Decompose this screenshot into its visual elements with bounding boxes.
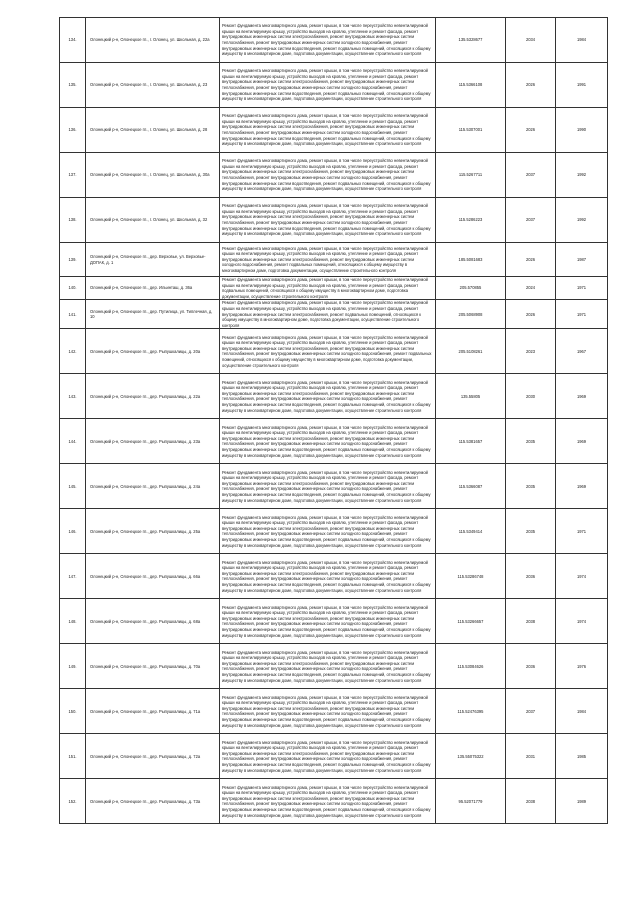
table-row <box>60 63 608 108</box>
row-number-cell: 150. <box>60 689 86 734</box>
planned-year-cell: 2026 <box>506 243 556 277</box>
row-number-cell: 138. <box>60 198 86 243</box>
address-cell: Олонецкий р-н, Олонецкое гп., дер. Рыпушкалицы, д. 68а <box>86 599 220 644</box>
works-list-cell: Ремонт фундамента многоквартирного дома, ремонт крыши, в том числе переустройство невентилируемой крыши на вентилируемую крышу, устройство выходов на кровлю, утепление и ремонт фасада, ремонт внутридомовых инженерных систем электроснабжения, ремонт внутридомовых инженерных систем теплоснабжения, ремонт внутридомовых инженерных систем холодного водоснабжения, ремонт внутридомовых инженерных систем водоотведения, ремонт подвальных помещений, относящихся к общему имуществу в многоквартирном доме, подготовка документации, осуществление строительного контроля <box>220 599 436 644</box>
row-number-cell: 139. <box>60 243 86 277</box>
row-number-cell: 151. <box>60 734 86 779</box>
build-year-cell: 1967 <box>556 329 608 374</box>
row-number-cell: 143. <box>60 374 86 419</box>
build-year-cell: 1984 <box>556 689 608 734</box>
planned-year-cell: 2031 <box>506 734 556 779</box>
planned-year-cell: 2026 <box>506 63 556 108</box>
address-cell: Олонецкий р-н, Олонецкое гп., дер. Рыпушкалицы, д. 73а <box>86 779 220 824</box>
address-cell: Олонецкий р-н, Олонецкое гп., г. Олонец, ул. Школьная, д. 22а <box>86 18 220 63</box>
build-year-cell: 1969 <box>556 464 608 509</box>
table-row <box>60 464 608 509</box>
row-number-cell: 137. <box>60 153 86 198</box>
address-cell: Олонецкий р-н, Олонецкое гп., дер. Рыпушкалицы, д. 22а <box>86 374 220 419</box>
build-year-cell: 1971 <box>556 277 608 300</box>
cost-cell: 205.570855 <box>436 277 506 300</box>
build-year-cell: 1969 <box>556 374 608 419</box>
address-cell: Олонецкий р-н, Олонецкое гп., дер. Рыпушкалицы, д. 20а <box>86 329 220 374</box>
address-cell: Олонецкий р-н, Олонецкое гп., дер. Рыпушкалицы, д. 24а <box>86 464 220 509</box>
works-list-cell: Ремонт фундамента многоквартирного дома, ремонт крыши, в том числе переустройство невентилируемой крыши на вентилируемую крышу, устройство выходов на кровлю, утепление и ремонт фасада, ремонт внутридомовых инженерных систем электроснабжения, ремонт подвальных помещений, относящихся к общему имуществу в многоквартирном доме, подготовка документации, осуществление строительного контроля <box>220 300 436 329</box>
works-list-cell: Ремонт фундамента многоквартирного дома, ремонт крыши, в том числе переустройство невентилируемой крыши на вентилируемую крышу, устройство выходов на кровлю, утепление и ремонт фасада, ремонт внутридомовых инженерных систем электроснабжения, ремонт внутридомовых инженерных систем теплоснабжения, ремонт внутридомовых инженерных систем холодного водоснабжения, ремонт внутридомовых инженерных систем водоотведения, ремонт подвальных помещений, относящихся к общему имуществу в многоквартирном доме, подготовка документации, осуществление строительного контроля <box>220 18 436 63</box>
cost-cell: 115.5267711 <box>436 153 506 198</box>
address-cell: Олонецкий р-н, Олонецкое гп., дер. Рыпушкалицы, д. 66а <box>86 554 220 599</box>
row-number-cell: 149. <box>60 644 86 689</box>
table-row <box>60 153 608 198</box>
table-row <box>60 300 608 329</box>
cost-cell: 115.5286223 <box>436 198 506 243</box>
cost-cell: 115.5381657 <box>436 419 506 464</box>
cost-cell: 115.5349414 <box>436 509 506 554</box>
works-list-cell: Ремонт фундамента многоквартирного дома, ремонт крыши, в том числе переустройство невентилируемой крыши на вентилируемую крышу, устройство выходов на кровлю, утепление и ремонт фасада, ремонт внутридомовых инженерных систем электроснабжения, ремонт внутридомовых инженерных систем теплоснабжения, ремонт внутридомовых инженерных систем холодного водоснабжения, ремонт внутридомовых инженерных систем водоотведения, ремонт подвальных помещений, относящихся к общему имуществу в многоквартирном доме, подготовка документации, осуществление строительного контроля <box>220 198 436 243</box>
row-number-cell: 146. <box>60 509 86 554</box>
cost-cell: 205.5108261 <box>436 329 506 374</box>
row-number-cell: 141. <box>60 300 86 329</box>
planned-year-cell: 2037 <box>506 153 556 198</box>
build-year-cell: 1971 <box>556 300 608 329</box>
build-year-cell: 1992 <box>556 153 608 198</box>
address-cell: Олонецкий р-н, Олонецкое гп., г. Олонец, ул. Школьная, д. 30а <box>86 153 220 198</box>
build-year-cell: 1990 <box>556 108 608 153</box>
cost-cell: 115.53286748 <box>436 554 506 599</box>
address-cell: Олонецкий р-н, Олонецкое гп., дер. Рыпушкалицы, д. 71а <box>86 689 220 734</box>
table-row <box>60 277 608 300</box>
table-row <box>60 419 608 464</box>
planned-year-cell: 2035 <box>506 419 556 464</box>
cost-cell: 115.5366108 <box>436 63 506 108</box>
capital-repair-table <box>59 17 608 824</box>
row-number-cell: 140. <box>60 277 86 300</box>
cost-cell: 115.5366087 <box>436 464 506 509</box>
planned-year-cell: 2023 <box>506 329 556 374</box>
planned-year-cell: 2038 <box>506 779 556 824</box>
planned-year-cell: 2037 <box>506 198 556 243</box>
table-body <box>60 18 608 824</box>
table-row <box>60 374 608 419</box>
build-year-cell: 1969 <box>556 419 608 464</box>
cost-cell: 135.55805 <box>436 374 506 419</box>
works-list-cell: Ремонт фундамента многоквартирного дома, ремонт крыши, в том числе переустройство невентилируемой крыши на вентилируемую крышу, устройство выходов на кровлю, утепление и ремонт фасада, ремонт внутридомовых инженерных систем электроснабжения, ремонт внутридомовых инженерных систем теплоснабжения, ремонт внутридомовых инженерных систем холодного водоснабжения, ремонт внутридомовых инженерных систем водоотведения, ремонт подвальных помещений, относящихся к общему имуществу в многоквартирном доме, подготовка документации, осуществление строительного контроля <box>220 464 436 509</box>
address-cell: Олонецкий р-н, Олонецкое гп., дер. Путилица, ул. Типлечная, д. 10 <box>86 300 220 329</box>
build-year-cell: 1989 <box>556 779 608 824</box>
row-number-cell: 144. <box>60 419 86 464</box>
address-cell: Олонецкий р-н, Олонецкое гп., г. Олонец, ул. Школьная, д. 23 <box>86 63 220 108</box>
cost-cell: 115.52476395 <box>436 689 506 734</box>
works-list-cell: Ремонт фундамента многоквартирного дома, ремонт крыши, в том числе переустройство невентилируемой крыши на вентилируемую крышу, устройство выходов на кровлю, утепление и ремонт фасада, ремонт внутридомовых инженерных систем электроснабжения, ремонт внутридомовых инженерных систем теплоснабжения, ремонт внутридомовых инженерных систем холодного водоснабжения, ремонт внутридомовых инженерных систем водоотведения, ремонт подвальных помещений, относящихся к общему имуществу в многоквартирном доме, подготовка документации, осуществление строительного контроля <box>220 108 436 153</box>
planned-year-cell: 2026 <box>506 108 556 153</box>
row-number-cell: 152. <box>60 779 86 824</box>
build-year-cell: 1984 <box>556 18 608 63</box>
works-list-cell: Ремонт фундамента многоквартирного дома, ремонт крыши, в том числе переустройство невентилируемой крыши на вентилируемую крышу, устройство выходов на кровлю, утепление и ремонт фасада, ремонт внутридомовых инженерных систем электроснабжения, ремонт внутридомовых инженерных систем теплоснабжения, ремонт внутридомовых инженерных систем холодного водоснабжения, ремонт внутридомовых инженерных систем водоотведения, ремонт подвальных помещений, относящихся к общему имуществу в многоквартирном доме, подготовка документации, осуществление строительного контроля <box>220 554 436 599</box>
cost-cell: 135.55075322 <box>436 734 506 779</box>
build-year-cell: 1971 <box>556 509 608 554</box>
table-row <box>60 509 608 554</box>
build-year-cell: 1974 <box>556 599 608 644</box>
works-list-cell: Ремонт фундамента многоквартирного дома, ремонт крыши, в том числе переустройство невентилируемой крыши на вентилируемую крышу, устройство выходов на кровлю, утепление и ремонт фасада, ремонт внутридомовых инженерных систем электроснабжения, ремонт внутридомовых инженерных систем теплоснабжения, ремонт внутридомовых инженерных систем холодного водоснабжения, ремонт внутридомовых инженерных систем водоотведения, ремонт подвальных помещений, относящихся к общему имуществу в многоквартирном доме, подготовка документации, осуществление строительного контроля <box>220 689 436 734</box>
table-row <box>60 689 608 734</box>
table-row <box>60 243 608 277</box>
row-number-cell: 142. <box>60 329 86 374</box>
table-row <box>60 18 608 63</box>
works-list-cell: Ремонт фундамента многоквартирного дома, ремонт крыши, в том числе переустройство невентилируемой крыши на вентилируемую крышу, устройство выходов на кровлю, утепление и ремонт фасада, ремонт внутридомовых инженерных систем электроснабжения, ремонт внутридомовых инженерных систем холодного водоснабжения, ремонт подвальных помещений, относящихся к общему имуществу в многоквартирном доме, подготовка документации, осуществление строительного контроля <box>220 243 436 277</box>
document-page <box>59 17 607 824</box>
planned-year-cell: 2030 <box>506 374 556 419</box>
build-year-cell: 1987 <box>556 243 608 277</box>
planned-year-cell: 2034 <box>506 18 556 63</box>
build-year-cell: 1974 <box>556 554 608 599</box>
cost-cell: 135.5328677 <box>436 18 506 63</box>
works-list-cell: Ремонт фундамента многоквартирного дома, ремонт крыши, в том числе переустройство невентилируемой крыши на вентилируемую крышу, устройство выходов на кровлю, утепление и ремонт фасада, ремонт внутридомовых инженерных систем электроснабжения, ремонт внутридомовых инженерных систем теплоснабжения, ремонт внутридомовых инженерных систем холодного водоснабжения, ремонт внутридомовых инженерных систем водоотведения, ремонт подвальных помещений, относящихся к общему имуществу в многоквартирном доме, подготовка документации, осуществление строительного контроля <box>220 734 436 779</box>
cost-cell: 115.53266657 <box>436 599 506 644</box>
planned-year-cell: 2024 <box>506 277 556 300</box>
table-row <box>60 644 608 689</box>
address-cell: Олонецкий р-н, Олонецкое гп., дер. Рыпушкалицы, д. 70а <box>86 644 220 689</box>
planned-year-cell: 2036 <box>506 644 556 689</box>
cost-cell: 115.5307001 <box>436 108 506 153</box>
build-year-cell: 1991 <box>556 63 608 108</box>
works-list-cell: Ремонт фундамента многоквартирного дома, ремонт крыши, в том числе переустройство невентилируемой крыши на вентилируемую крышу, устройство выходов на кровлю, утепление и ремонт фасада, ремонт внутридомовых инженерных систем электроснабжения, ремонт внутридомовых инженерных систем теплоснабжения, ремонт внутридомовых инженерных систем холодного водоснабжения, ремонт подвальных помещений, относящихся к общему имуществу в многоквартирном доме, подготовка документации, осуществление строительного контроля <box>220 329 436 374</box>
row-number-cell: 147. <box>60 554 86 599</box>
row-number-cell: 148. <box>60 599 86 644</box>
planned-year-cell: 2035 <box>506 509 556 554</box>
address-cell: Олонецкий р-н, Олонецкое гп., дер. Рыпушкалицы, д. 25а <box>86 509 220 554</box>
works-list-cell: Ремонт фундамента многоквартирного дома, ремонт крыши, в том числе переустройство невентилируемой крыши на вентилируемую крышу, устройство выходов на кровлю, утепление и ремонт фасада, ремонт внутридомовых инженерных систем электроснабжения, ремонт внутридомовых инженерных систем теплоснабжения, ремонт внутридомовых инженерных систем холодного водоснабжения, ремонт внутридомовых инженерных систем водоотведения, ремонт подвальных помещений, относящихся к общему имуществу в многоквартирном доме, подготовка документации, осуществление строительного контроля <box>220 509 436 554</box>
planned-year-cell: 2038 <box>506 599 556 644</box>
build-year-cell: 1976 <box>556 644 608 689</box>
address-cell: Олонецкий р-н, Олонецкое гп., г. Олонец, ул. Школьная, д. 32 <box>86 198 220 243</box>
address-cell: Олонецкий р-н, Олонецкое гп., дер. Ильинташ, д. 36а <box>86 277 220 300</box>
works-list-cell: Ремонт фундамента многоквартирного дома, ремонт крыши, в том числе переустройство невентилируемой крыши на вентилируемую крышу, устройство выходов на кровлю, утепление и ремонт фасада, ремонт внутридомовых инженерных систем электроснабжения, ремонт внутридомовых инженерных систем теплоснабжения, ремонт внутридомовых инженерных систем холодного водоснабжения, ремонт внутридомовых инженерных систем водоотведения, ремонт подвальных помещений, относящихся к общему имуществу в многоквартирном доме, подготовка документации, осуществление строительного контроля <box>220 63 436 108</box>
works-list-cell: Ремонт фундамента многоквартирного дома, ремонт крыши, в том числе переустройство невентилируемой крыши на вентилируемую крышу, устройство выходов на кровлю, утепление и ремонт фасада, ремонт подвальных помещений, относящихся к общему имуществу в многоквартирном доме, подготовка документации, осуществление строительного контроля <box>220 277 436 300</box>
planned-year-cell: 2035 <box>506 464 556 509</box>
works-list-cell: Ремонт фундамента многоквартирного дома, ремонт крыши, в том числе переустройство невентилируемой крыши на вентилируемую крышу, устройство выходов на кровлю, утепление и ремонт фасада, ремонт внутридомовых инженерных систем электроснабжения, ремонт внутридомовых инженерных систем теплоснабжения, ремонт внутридомовых инженерных систем холодного водоснабжения, ремонт внутридомовых инженерных систем водоотведения, ремонт подвальных помещений, относящихся к общему имуществу в многоквартирном доме, подготовка документации, осуществление строительного контроля <box>220 153 436 198</box>
works-list-cell: Ремонт фундамента многоквартирного дома, ремонт крыши, в том числе переустройство невентилируемой крыши на вентилируемую крышу, устройство выходов на кровлю, утепление и ремонт фасада, ремонт внутридомовых инженерных систем электроснабжения, ремонт внутридомовых инженерных систем теплоснабжения, ремонт внутридомовых инженерных систем холодного водоснабжения, ремонт внутридомовых инженерных систем водоотведения, ремонт подвальных помещений, относящихся к общему имуществу в многоквартирном доме, подготовка документации, осуществление строительного контроля <box>220 644 436 689</box>
table-row <box>60 198 608 243</box>
planned-year-cell: 2026 <box>506 300 556 329</box>
works-list-cell: Ремонт фундамента многоквартирного дома, ремонт крыши, в том числе переустройство невентилируемой крыши на вентилируемую крышу, устройство выходов на кровлю, утепление и ремонт фасада, ремонт внутридомовых инженерных систем электроснабжения, ремонт внутридомовых инженерных систем теплоснабжения, ремонт внутридомовых инженерных систем холодного водоснабжения, ремонт внутридомовых инженерных систем водоотведения, ремонт подвальных помещений, относящихся к общему имуществу в многоквартирном доме, подготовка документации, осуществление строительного контроля <box>220 779 436 824</box>
table-row <box>60 599 608 644</box>
address-cell: Олонецкий р-н, Олонецкое гп., дер. Рыпушкалицы, д. 23а <box>86 419 220 464</box>
address-cell: Олонецкий р-н, Олонецкое гп., дер. Верховье, ул. Верховье-ДОПАК, д. 1 <box>86 243 220 277</box>
build-year-cell: 1992 <box>556 198 608 243</box>
works-list-cell: Ремонт фундамента многоквартирного дома, ремонт крыши, в том числе переустройство невентилируемой крыши на вентилируемую крышу, устройство выходов на кровлю, утепление и ремонт фасада, ремонт внутридомовых инженерных систем электроснабжения, ремонт внутридомовых инженерных систем теплоснабжения, ремонт внутридомовых инженерных систем холодного водоснабжения, ремонт внутридомовых инженерных систем водоотведения, ремонт подвальных помещений, относящихся к общему имуществу в многоквартирном доме, подготовка документации, осуществление строительного контроля <box>220 374 436 419</box>
works-list-cell: Ремонт фундамента многоквартирного дома, ремонт крыши, в том числе переустройство невентилируемой крыши на вентилируемую крышу, устройство выходов на кровлю, утепление и ремонт фасада, ремонт внутридомовых инженерных систем электроснабжения, ремонт внутридомовых инженерных систем теплоснабжения, ремонт внутридомовых инженерных систем холодного водоснабжения, ремонт внутридомовых инженерных систем водоотведения, ремонт подвальных помещений, относящихся к общему имуществу в многоквартирном доме, подготовка документации, осуществление строительного контроля <box>220 419 436 464</box>
planned-year-cell: 2036 <box>506 554 556 599</box>
row-number-cell: 135. <box>60 63 86 108</box>
table-row <box>60 108 608 153</box>
row-number-cell: 145. <box>60 464 86 509</box>
cost-cell: 95.52071779 <box>436 779 506 824</box>
table-row <box>60 734 608 779</box>
cost-cell: 115.53084626 <box>436 644 506 689</box>
build-year-cell: 1985 <box>556 734 608 779</box>
cost-cell: 185.5081683 <box>436 243 506 277</box>
planned-year-cell: 2037 <box>506 689 556 734</box>
table-row <box>60 554 608 599</box>
address-cell: Олонецкий р-н, Олонецкое гп., г. Олонец, ул. Школьная, д. 28 <box>86 108 220 153</box>
row-number-cell: 136. <box>60 108 86 153</box>
table-row <box>60 329 608 374</box>
cost-cell: 205.5068908 <box>436 300 506 329</box>
table-row <box>60 779 608 824</box>
address-cell: Олонецкий р-н, Олонецкое гп., дер. Рыпушкалицы, д. 72а <box>86 734 220 779</box>
row-number-cell: 134. <box>60 18 86 63</box>
